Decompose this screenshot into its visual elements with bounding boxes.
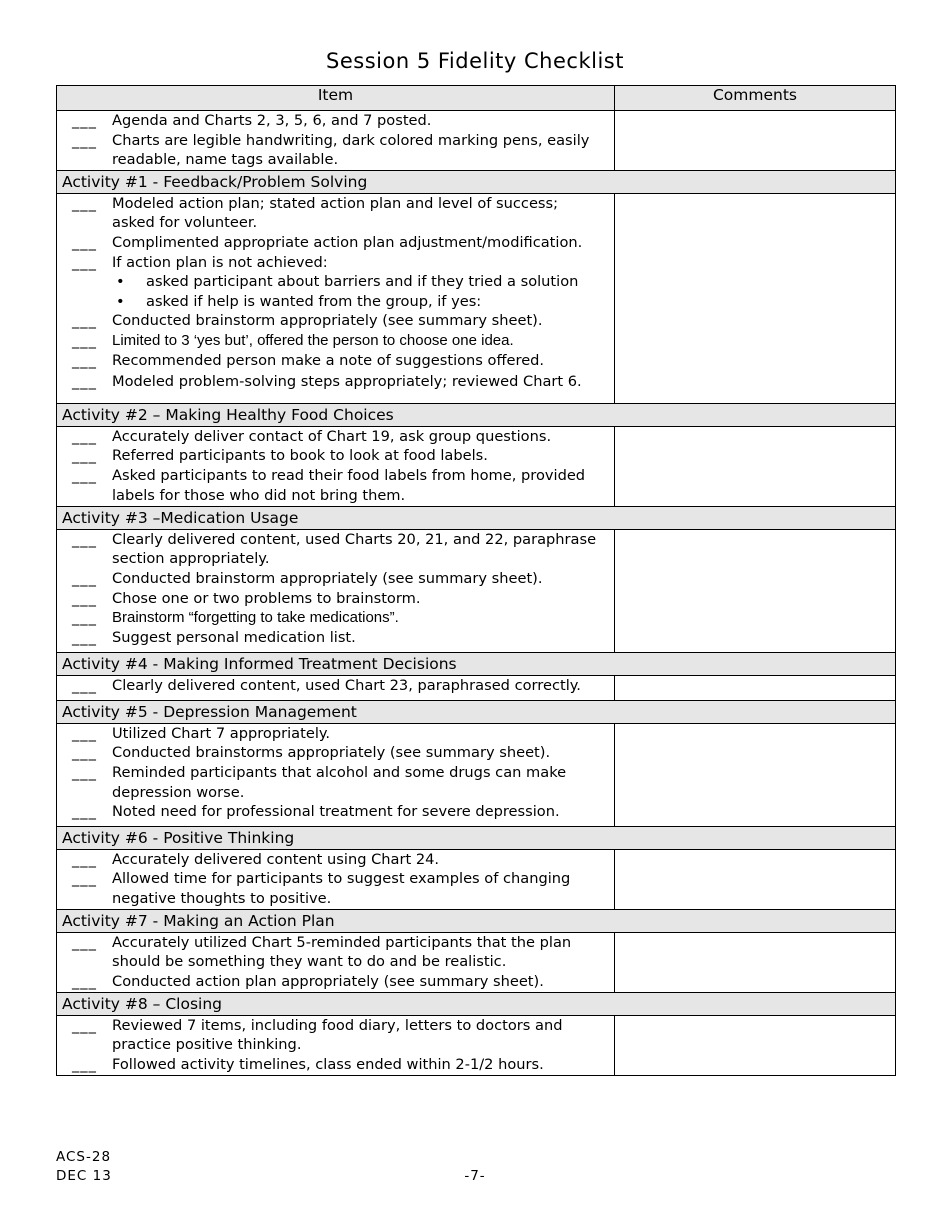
checkbox-blank[interactable]: ___ [72,569,97,587]
item-text: Charts are legible handwriting, dark colored marking pens, easily readable, name tags available. [112,131,590,169]
item-text: Agenda and Charts 2, 3, 5, 6, and 7 posted. [112,112,432,129]
item-text: Modeled problem-solving steps appropriately; reviewed Chart 6. [112,373,582,391]
item-text: Brainstorm “forgetting to take medications”. [112,609,399,627]
checklist-item [57,446,614,466]
checklist-item [57,233,614,253]
form-id: ACS-28 [56,1149,112,1165]
checkbox-blank[interactable]: ___ [72,233,97,251]
checkbox-blank[interactable]: ___ [72,1055,97,1073]
checkbox-blank[interactable]: ___ [72,744,97,762]
checklist-item [57,530,614,569]
sub-item [57,292,614,312]
checkbox-blank[interactable]: ___ [72,194,97,212]
checklist-item [57,111,614,131]
checkbox-blank[interactable]: ___ [72,373,97,391]
checkbox-blank[interactable]: ___ [72,351,97,369]
checkbox-blank[interactable]: ___ [72,763,97,781]
checkbox-blank[interactable]: ___ [72,724,97,742]
activity-7-row [57,932,896,992]
activity-2-row [57,426,896,506]
checkbox-blank[interactable]: ___ [72,312,97,330]
comments-cell[interactable] [615,675,896,700]
checklist-item [57,676,614,696]
activity-1-row [57,193,896,403]
item-text: Noted need for professional treatment for severe depression. [112,803,560,821]
comments-cell[interactable] [615,1015,896,1075]
checklist-item [57,628,614,648]
checklist-item [57,608,614,628]
checklist-item [57,427,614,447]
fidelity-checklist-table [56,85,896,1076]
section-header-activity-6: Activity #6 - Positive Thinking [57,826,896,849]
checklist-item [57,743,614,763]
intro-row [57,111,896,171]
checkbox-blank[interactable]: ___ [72,870,97,888]
activity-4-row [57,675,896,700]
checklist-item [57,569,614,589]
section-header-activity-4: Activity #4 - Making Informed Treatment Decisions [57,652,896,675]
checkbox-blank[interactable]: ___ [72,803,97,821]
item-text: Asked participants to read their food labels from home, provided labels for those who did not bring them. [112,466,586,504]
item-text: Accurately delivered content using Chart 24. [112,850,440,868]
checkbox-blank[interactable]: ___ [72,676,97,694]
checklist-item [57,1055,614,1075]
comments-cell[interactable] [615,529,896,652]
item-text: Chose one or two problems to brainstorm. [112,589,421,607]
comments-cell[interactable] [615,932,896,992]
checkbox-blank[interactable]: ___ [72,447,97,465]
checklist-item [57,131,614,170]
checkbox-blank[interactable]: ___ [72,427,97,445]
checklist-item [57,372,614,392]
section-header-activity-7: Activity #7 - Making an Action Plan [57,909,896,932]
checkbox-blank[interactable]: ___ [72,972,97,990]
comments-cell[interactable] [615,193,896,403]
item-text: Reminded participants that alcohol and some drugs can make depression worse. [112,763,567,801]
checklist-item [57,850,614,870]
section-header-activity-3: Activity #3 –Medication Usage [57,506,896,529]
activity-3-row [57,529,896,652]
item-text: Limited to 3 ‘yes but’, offered the person to choose one idea. [112,331,514,349]
checklist-item [57,331,614,351]
comments-cell[interactable] [615,426,896,506]
checklist-item [57,194,614,233]
activity-6-row [57,849,896,909]
item-text: If action plan is not achieved: [112,253,328,271]
checkbox-blank[interactable]: ___ [72,628,97,646]
item-text: Accurately deliver contact of Chart 19, ask group questions. [112,427,552,445]
item-text: Conducted action plan appropriately (see summary sheet). [112,972,544,990]
comments-cell[interactable] [615,723,896,826]
checkbox-blank[interactable]: ___ [72,589,97,607]
checklist-item [57,802,614,822]
comments-cell[interactable] [615,849,896,909]
section-header-activity-8: Activity #8 – Closing [57,992,896,1015]
checkbox-blank[interactable]: ___ [72,530,97,548]
checklist-item [57,869,614,908]
activity-8-row [57,1015,896,1075]
checkbox-blank[interactable]: ___ [72,466,97,484]
item-text: asked if help is wanted from the group, if yes: [146,292,482,310]
item-column-header: Item [57,86,615,111]
checkbox-blank[interactable]: ___ [72,609,97,627]
checkbox-blank[interactable]: ___ [72,933,97,951]
checklist-item [57,763,614,802]
sub-item [57,272,614,292]
checklist-item [57,253,614,273]
item-text: Recommended person make a note of suggestions offered. [112,351,545,369]
checkbox-blank[interactable]: ___ [72,850,97,868]
checklist-item [57,1016,614,1055]
item-text: Allowed time for participants to suggest examples of changing negative thoughts to positive. [112,870,571,907]
section-header-activity-2: Activity #2 – Making Healthy Food Choices [57,403,896,426]
item-text: Accurately utilized Chart 5-reminded participants that the plan should be something they want to do and be realistic. [112,933,572,971]
form-date: DEC 13 [56,1168,112,1184]
page-title: Session 5 Fidelity Checklist [326,49,624,73]
section-header-activity-5: Activity #5 - Depression Management [57,700,896,723]
item-text: Followed activity timelines, class ended within 2-1/2 hours. [112,1055,544,1073]
checkbox-blank[interactable]: ___ [72,1016,97,1034]
checkbox-blank[interactable]: ___ [72,253,97,271]
checklist-item [57,351,614,371]
activity-5-row [57,723,896,826]
item-text: Clearly delivered content, used Chart 23, paraphrased correctly. [112,676,581,694]
table-header-row [57,86,896,111]
section-header-activity-1: Activity #1 - Feedback/Problem Solving [57,170,896,193]
item-text: Suggest personal medication list. [112,628,356,646]
checkbox-blank[interactable]: ___ [72,112,97,129]
checkbox-blank[interactable]: ___ [72,131,97,149]
comments-cell[interactable] [615,111,896,171]
item-text: Conducted brainstorms appropriately (see summary sheet). [112,744,551,762]
comments-column-header: Comments [615,86,896,111]
item-text: Conducted brainstorm appropriately (see summary sheet). [112,569,543,587]
item-text: Referred participants to book to look at food labels. [112,447,488,465]
checklist-item [57,589,614,609]
item-text: asked participant about barriers and if they tried a solution [146,273,579,291]
item-text: Complimented appropriate action plan adjustment/modification. [112,233,583,251]
checklist-item [57,466,614,505]
checkbox-blank[interactable]: ___ [72,331,97,349]
checklist-item [57,933,614,972]
bullet-icon: • [116,292,125,310]
item-text: Utilized Chart 7 appropriately. [112,724,331,742]
item-text: Reviewed 7 items, including food diary, letters to doctors and practice positive thinking. [112,1016,563,1054]
item-text: Clearly delivered content, used Charts 20, 21, and 22, paraphrase section appropriately. [112,530,597,568]
checklist-item [57,724,614,744]
item-text: Modeled action plan; stated action plan and level of success; asked for volunteer. [112,194,559,232]
bullet-icon: • [116,273,125,291]
checklist-item [57,972,614,992]
page-number: -7- [464,1168,486,1184]
checklist-item [57,311,614,331]
item-text: Conducted brainstorm appropriately (see summary sheet). [112,312,543,330]
